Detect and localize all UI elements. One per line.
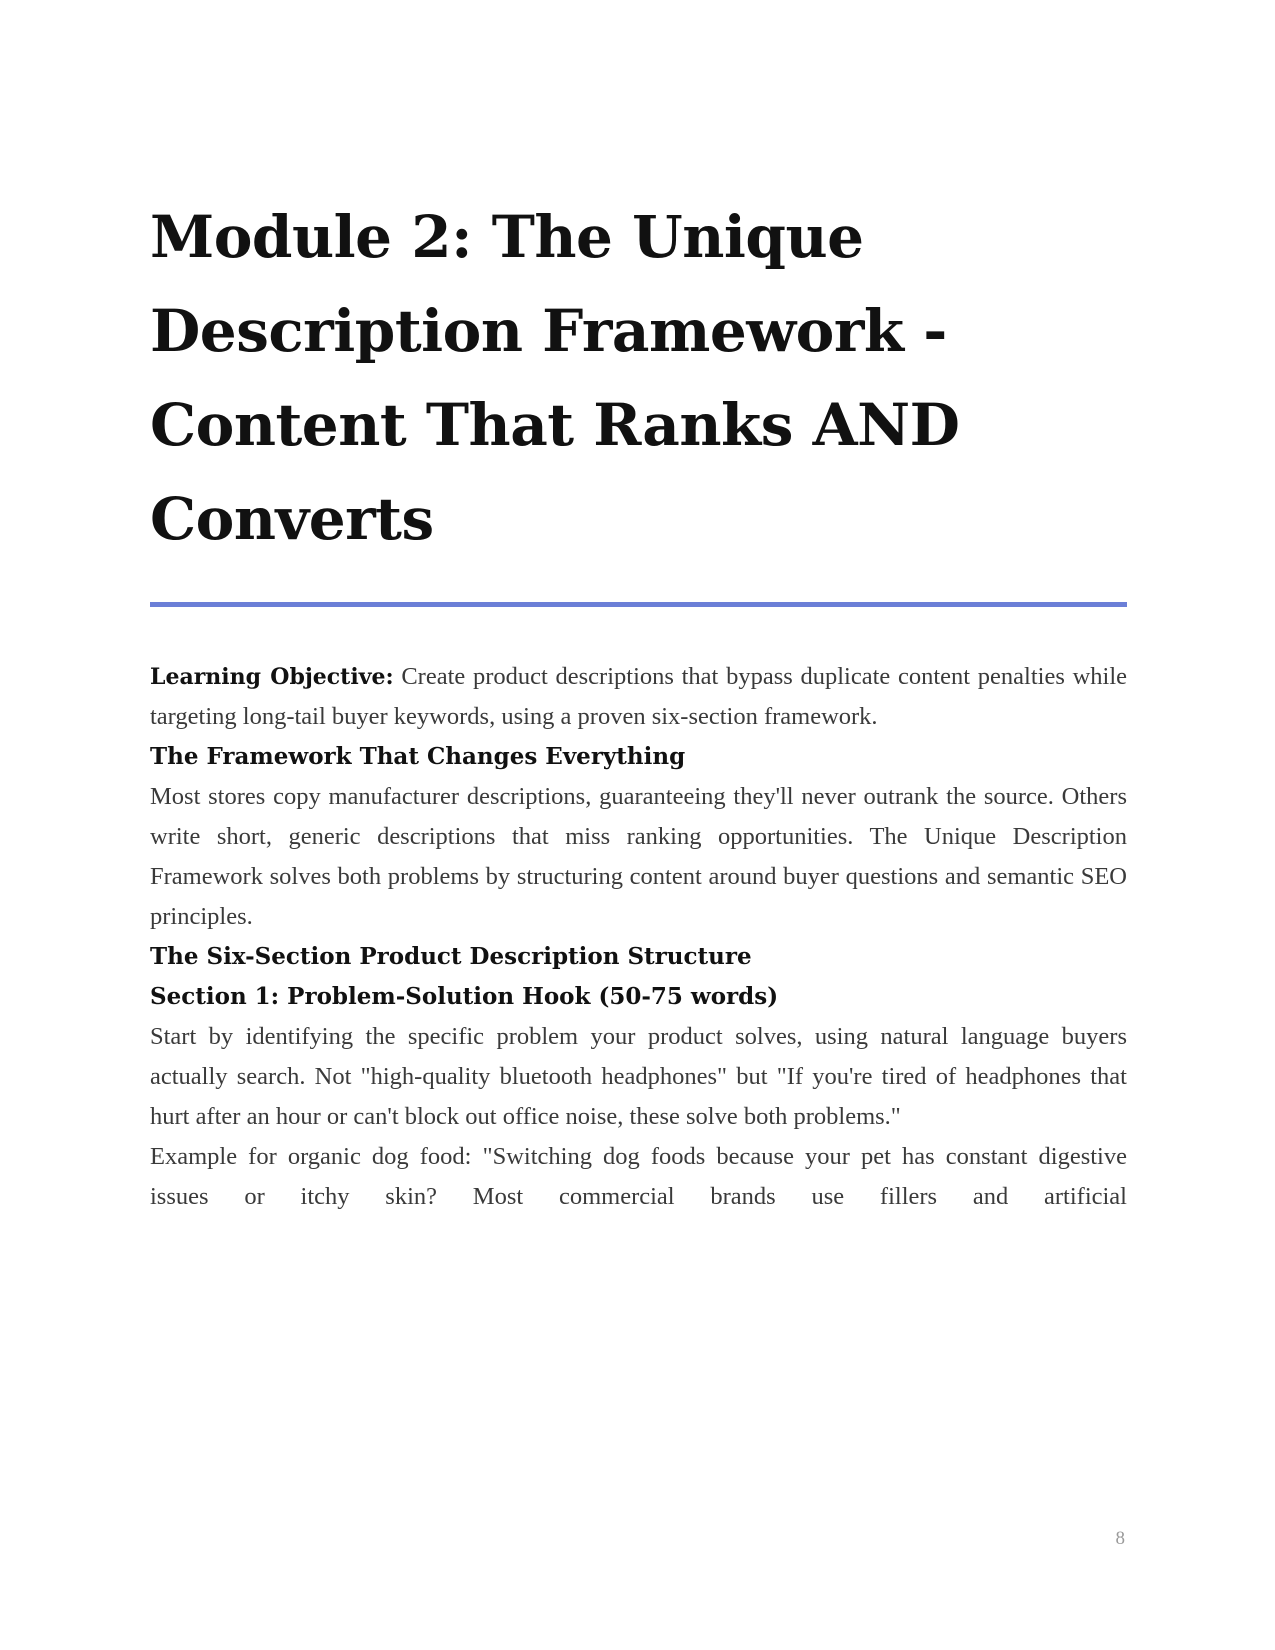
heading-section-1: Section 1: Problem-Solution Hook (50-75 words) bbox=[150, 983, 779, 1010]
paragraph-section-1: Start by identifying the specific problem your product solves, using natural language buyers actually search. Not "high-quality bluetooth headphones" but "If you're tired of headphones that hurt after an hour or can't block out office noise, these solve both problems." bbox=[150, 1023, 1127, 1130]
document-page bbox=[150, 190, 1127, 1217]
paragraph-example: Example for organic dog food: "Switching dog foods because your pet has constant digestive issues or itchy skin? Most commercial brands use fillers and artificial bbox=[150, 1143, 1127, 1210]
page-title: Module 2: The Unique Description Framework - Content That Ranks AND Converts bbox=[150, 203, 960, 553]
title-divider bbox=[150, 602, 1127, 607]
heading-structure: The Six-Section Product Description Structure bbox=[150, 943, 752, 970]
learning-objective-text: Create product descriptions that bypass duplicate content penalties while targeting long-tail buyer keywords, using a proven six-section framework. bbox=[150, 663, 1128, 730]
heading-framework: The Framework That Changes Everything bbox=[150, 743, 686, 770]
learning-objective-label: Learning Objective: bbox=[150, 664, 394, 690]
page-number: 8 bbox=[1115, 1528, 1125, 1549]
learning-objective bbox=[150, 657, 1127, 737]
paragraph-framework: Most stores copy manufacturer descriptions, guaranteeing they'll never outrank the source. Others write short, generic descriptions that miss ranking opportunities. The Unique Description Framework solves both problems by structuring content around buyer questions and semantic SEO principles. bbox=[150, 783, 1127, 930]
